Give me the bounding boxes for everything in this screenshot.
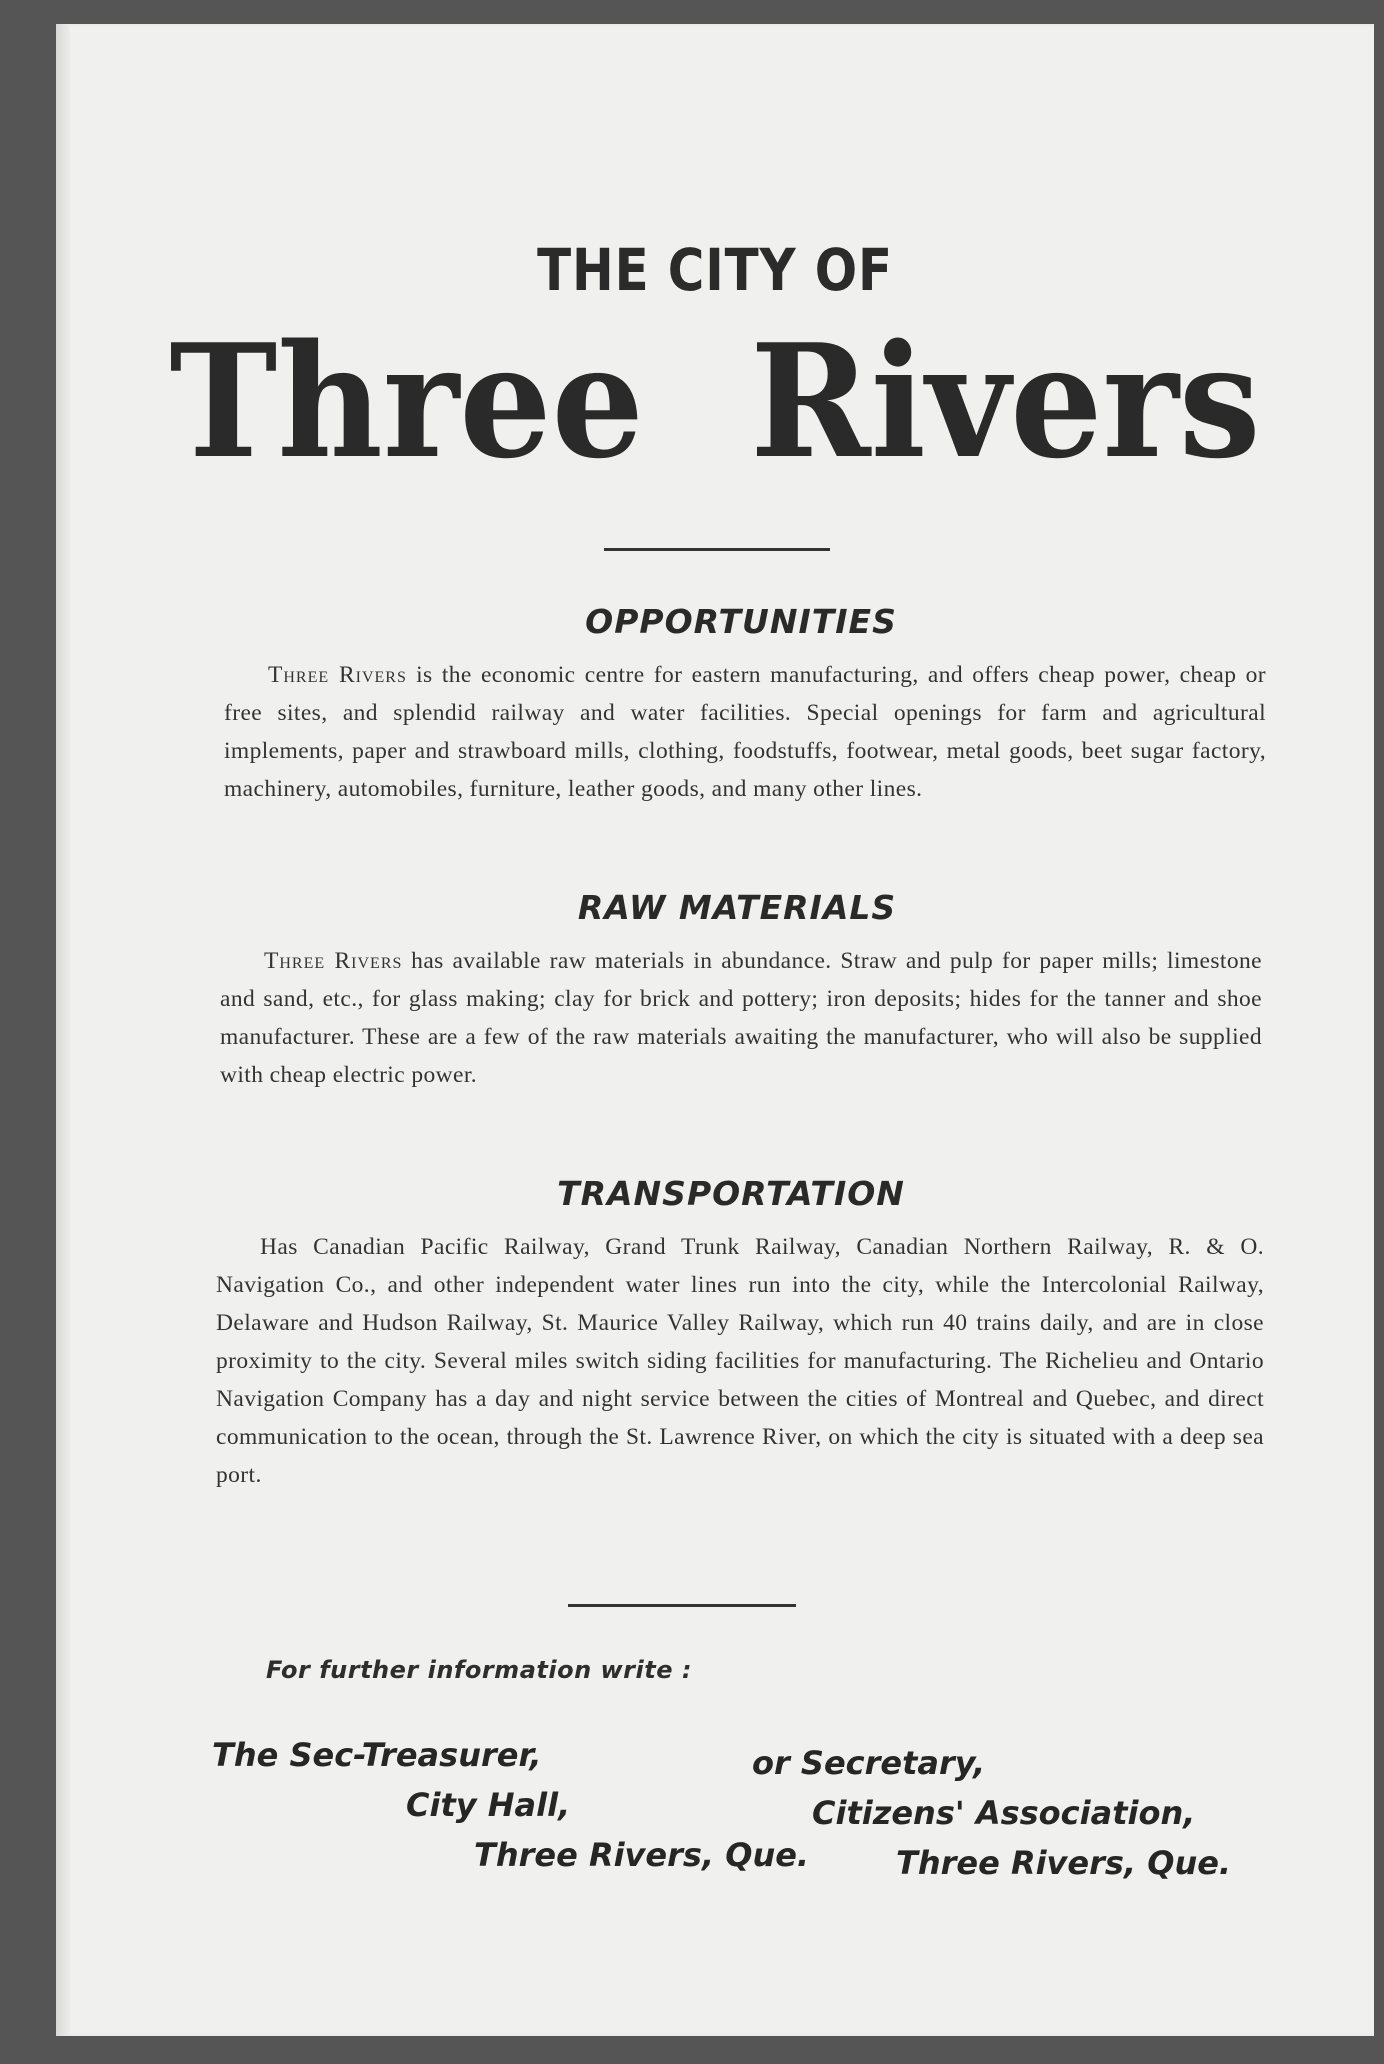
kicker-heading: THE CITY OF [537,236,893,304]
section-lead-raw-materials: Three Rivers [264,948,403,974]
contact-right-line-1: or Secretary, [752,1744,986,1782]
section-text-raw-materials: has available raw materials in abundance. Straw and pulp for paper mills; limestone and sand, etc., for glass making; clay for brick and pottery; iron deposits; hides for the tanner and shoe manufacturer. These are a few of the raw materials awaiting the manufacturer, who will also be supplied with cheap electric power. [220,948,1262,1088]
page-title: Three Rivers [169,310,1261,493]
section-text-transportation: Has Canadian Pacific Railway, Grand Trunk Railway, Canadian Northern Railway, R. & O. Navigation Co., and other independent water lines run into the city, while the Intercolonial Railway, Delaware and Hudson Railway, St. Maurice Valley Railway, which run 40 trains daily, and are in close proximity to the city. Several miles switch siding facilities for manufacturing. The Richelieu and Ontario Navigation Company has a day and night service between the cities of Montreal and Quebec, and direct communication to the ocean, through the St. Lawrence River, on which the city is situated with a deep sea port. [216,1234,1264,1488]
contact-left-line-1: The Sec-Treasurer, [212,1736,542,1774]
section-heading-raw-materials: RAW MATERIALS [577,888,897,927]
section-body-transportation [216,1228,1264,1494]
contact-right-line-3: Three Rivers, Que. [896,1844,1232,1882]
section-heading-opportunities: OPPORTUNITIES [585,602,897,641]
page-content [56,24,1374,2036]
document-page [56,24,1374,2036]
section-body-opportunities [224,656,1266,808]
contact-right-line-2: Citizens' Association, [812,1794,1196,1832]
contact-left-line-3: Three Rivers, Que. [474,1836,810,1874]
contact-left-line-2: City Hall, [406,1786,571,1824]
info-prompt: For further information write : [266,1656,692,1684]
divider-top [604,548,830,551]
section-lead-opportunities: Three Rivers [268,662,407,688]
section-body-raw-materials [220,942,1262,1094]
section-text-opportunities: is the economic centre for eastern manufacturing, and offers cheap power, cheap or free sites, and splendid railway and water facilities. Special openings for farm and agricultural implements, paper and strawboard mills, clothing, foodstuffs, footwear, metal goods, beet sugar factory, machinery, automobiles, furniture, leather goods, and many other lines. [224,662,1267,802]
divider-bottom [568,1604,796,1607]
section-heading-transportation: TRANSPORTATION [557,1174,905,1213]
page-spine-shadow [56,24,70,2036]
